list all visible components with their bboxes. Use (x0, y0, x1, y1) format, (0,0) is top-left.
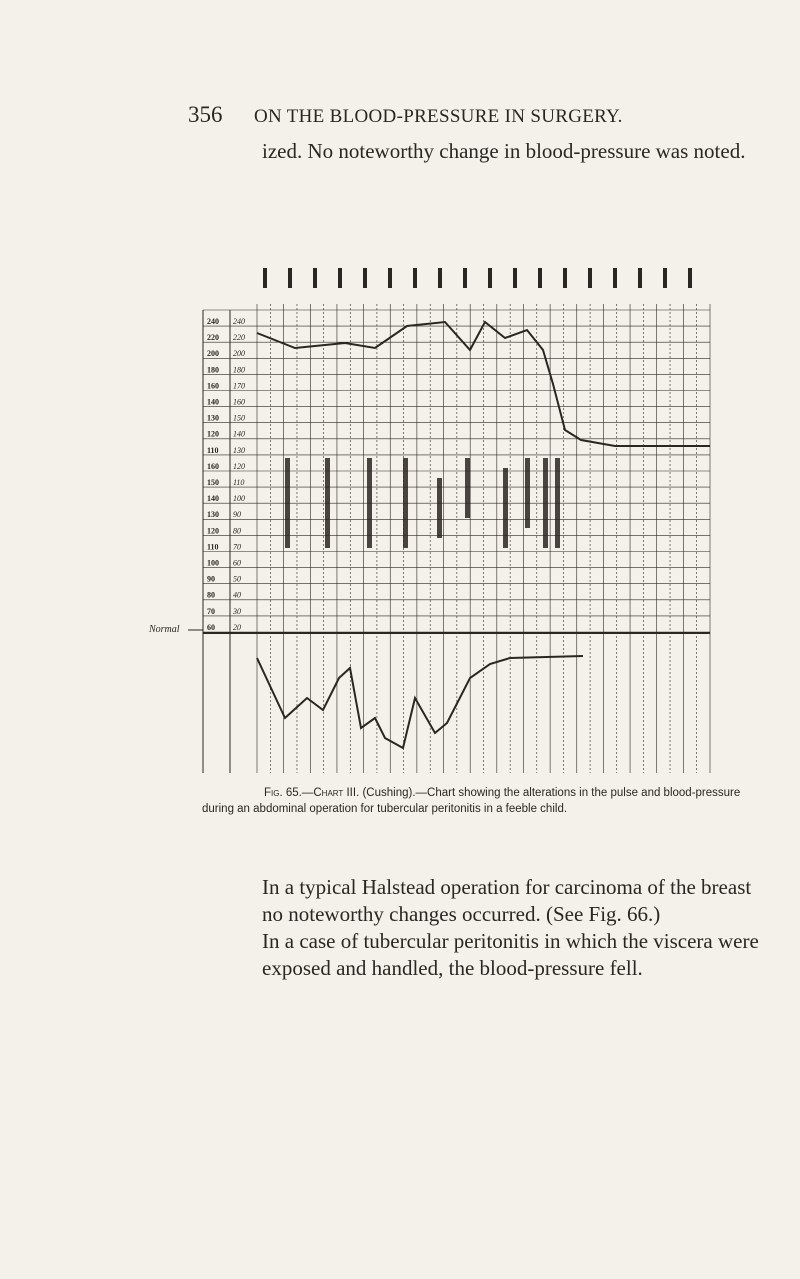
column-header-mark (363, 268, 367, 288)
column-header-mark (513, 268, 517, 288)
left-axis-tick-label: 110 (207, 445, 219, 455)
column-header-mark (338, 268, 342, 288)
left-axis-tick-label: 90 (207, 574, 215, 584)
figure-label: Fig. 65. (264, 787, 302, 799)
right-axis-tick-label: 30 (233, 606, 241, 616)
right-axis-tick-label: 140 (233, 429, 245, 439)
column-header-mark (488, 268, 492, 288)
left-axis-tick-label: 200 (207, 349, 219, 359)
left-axis-tick-label: 100 (207, 558, 219, 568)
right-axis-tick-label: 150 (233, 413, 245, 423)
caption-text: (Cushing).—Chart showing the alterations in the pulse and blood-pressure during an abdominal operation for tubercular peritonitis in a feeble child. (202, 787, 741, 815)
left-axis-tick-label: 80 (207, 590, 215, 600)
column-header-mark (613, 268, 617, 288)
right-axis-tick-label: 240 (233, 317, 245, 326)
page-number: 356 (188, 102, 223, 127)
left-axis-tick-label: 160 (207, 381, 219, 391)
left-axis-tick-label: 130 (207, 413, 219, 423)
column-header-mark (688, 268, 692, 288)
right-axis-tick-label: 130 (233, 445, 245, 455)
handwritten-annotation (555, 458, 560, 548)
paragraph-halstead: In a typical Halstead operation for carcinoma of the breast no noteworthy changes occurred. (See Fig. 66.) (262, 875, 752, 926)
left-axis-tick-label: 220 (207, 333, 219, 343)
column-header-mark (438, 268, 442, 288)
right-axis-tick-label: 170 (233, 381, 245, 391)
handwritten-annotation (285, 458, 290, 548)
right-axis-tick-label: 50 (233, 574, 241, 584)
left-axis-tick-label: 110 (207, 542, 219, 552)
right-axis-tick-label: 180 (233, 365, 245, 375)
right-axis-tick-label: 220 (233, 333, 245, 343)
handwritten-annotation (325, 458, 330, 548)
left-axis-tick-label: 240 (207, 317, 219, 326)
running-head: ON THE BLOOD-PRESSURE IN SURGERY. (254, 106, 623, 127)
intro-paragraph: ized. No noteworthy change in blood-pressure was noted. (262, 139, 746, 163)
right-axis-tick-label: 20 (233, 622, 241, 632)
column-header-mark (638, 268, 642, 288)
handwritten-annotation (437, 478, 442, 538)
pulse-blood-pressure-chart (145, 198, 730, 773)
left-axis-tick-label: 150 (207, 478, 219, 487)
handwritten-annotation (503, 468, 508, 548)
column-header-mark (313, 268, 317, 288)
handwritten-annotation (367, 458, 372, 548)
right-axis-tick-label: 100 (233, 494, 245, 504)
left-axis-tick-label: 120 (207, 526, 219, 536)
left-axis-tick-label: 140 (207, 397, 219, 407)
column-header-mark (463, 268, 467, 288)
handwritten-annotation (543, 458, 548, 548)
right-axis-tick-label: 200 (233, 349, 245, 359)
right-axis-tick-label: 120 (233, 461, 245, 471)
handwritten-annotation (525, 458, 530, 528)
right-axis-tick-label: 160 (233, 397, 245, 407)
left-axis-tick-label: 70 (207, 606, 215, 616)
column-header-mark (288, 268, 292, 288)
figure-caption (202, 785, 742, 817)
right-axis-tick-label: 80 (233, 526, 241, 536)
column-header-mark (413, 268, 417, 288)
right-axis-tick-label: 90 (233, 510, 241, 520)
left-axis-tick-label: 140 (207, 494, 219, 504)
handwritten-annotation (465, 458, 470, 518)
right-axis-tick-label: 70 (233, 542, 241, 552)
left-axis-tick-label: 180 (207, 365, 219, 375)
left-axis-tick-label: 130 (207, 510, 219, 520)
left-axis-tick-label: 160 (207, 461, 219, 471)
side-label: Normal (149, 624, 180, 635)
left-axis-tick-label: 120 (207, 429, 219, 439)
column-header-mark (263, 268, 267, 288)
chart-reference: —Chart III. (301, 787, 360, 799)
column-header-mark (588, 268, 592, 288)
right-axis-tick-label: 40 (233, 590, 241, 600)
handwritten-annotation (403, 458, 408, 548)
left-axis-tick-label: 60 (207, 622, 215, 632)
column-header-mark (663, 268, 667, 288)
body-text (262, 874, 762, 982)
right-axis-tick-label: 60 (233, 558, 241, 568)
paragraph-peritonitis: In a case of tubercular peritonitis in which the viscera were exposed and handled, the blood-pressure fell. (262, 929, 759, 980)
column-header-mark (563, 268, 567, 288)
column-header-mark (538, 268, 542, 288)
right-axis-tick-label: 110 (233, 478, 245, 487)
pulse-line (257, 656, 583, 748)
column-header-mark (388, 268, 392, 288)
